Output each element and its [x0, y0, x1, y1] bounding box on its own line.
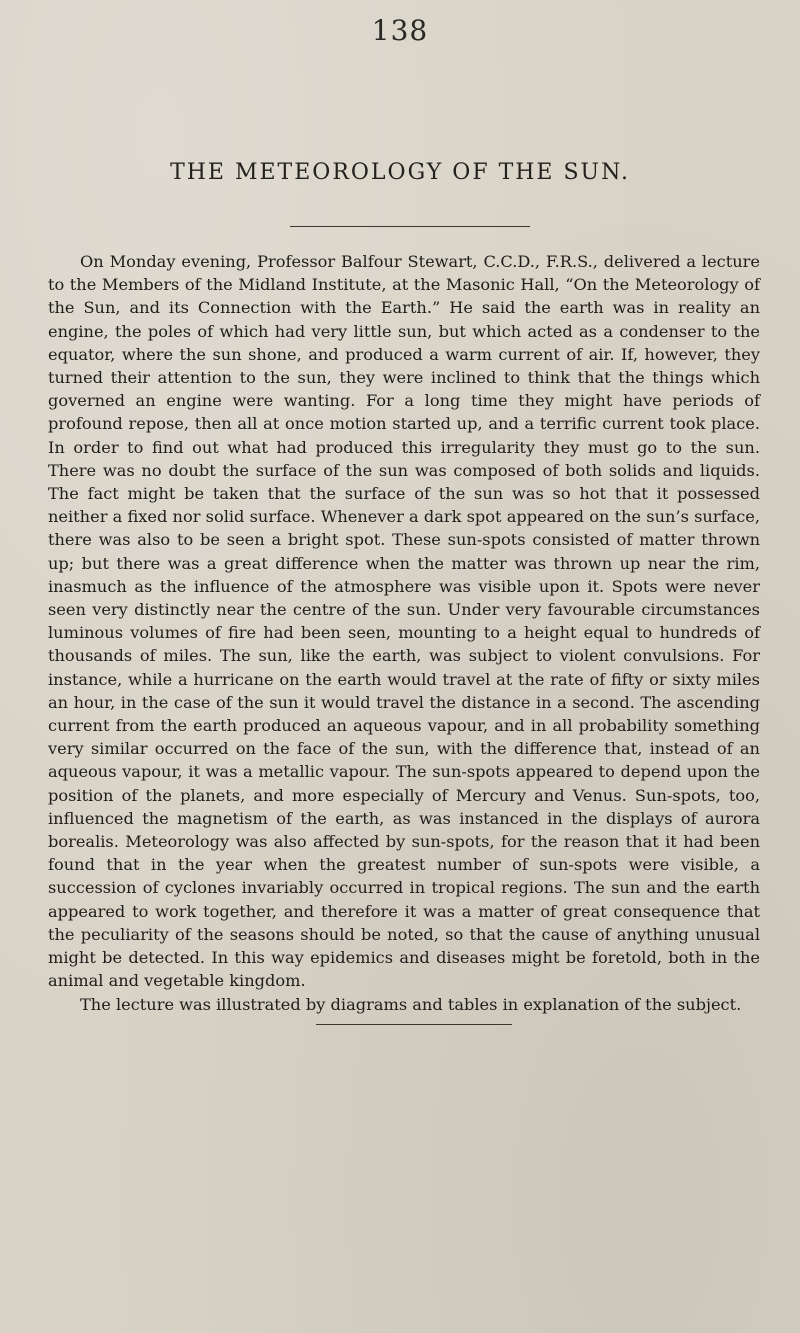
paragraph-1: On Monday evening, Professor Balfour Stewart, C.C.D., F.R.S., delivered a lecture to the Members of the Midland Institute, at the Masonic Hall, “On the Meteorology of the Sun, and its Connection with the Earth.” He said the earth was in reality an engine, the poles of which had very little sun, but which acted as a condenser to the equator, where the sun shone, and produced a warm current of air. If, however, they turned their attention to the sun, they were inclined to think that the things which governed an engine were wanting. For a long time they might have periods of profound repose, then all at once motion started up, and a terrific current took place. In order to find out what had produced this irregularity they must go to the sun. There was no doubt the surface of the sun was composed of both solids and liquids. The fact might be taken that the surface of the sun was so hot that it possessed neither a fixed nor solid surface. Whenever a dark spot appeared on the sun’s surface, there was also to be seen a bright spot. These sun-spots consisted of matter thrown up; but there was a great difference when the matter was thrown up near the rim, inasmuch as the influence of the atmosphere was visible upon it. Spots were never seen very distinctly near the centre of the sun. Under very favourable circumstances luminous volumes of fire had been seen, mounting to a height equal to hundreds of thousands of miles. The sun, like the earth, was subject to violent convulsions. For instance, while a hurricane on the earth would travel at the rate of fifty or sixty miles an hour, in the case of the sun it would travel the distance in a second. The ascending current from the earth produced an aqueous vapour, and in all probability something very similar occurred on the face of the sun, with the difference that, instead of an aqueous vapour, it was a metallic vapour. The sun-spots appeared to depend upon the position of the planets, and more especially of Mercury and Venus. Sun-spots, too, influenced the magnetism of the earth, as was instanced in the displays of aurora borealis. Meteorology was also affected by sun-spots, for the reason that it had been found that in the year when the greatest number of sun-spots were visible, a succession of cyclones invariably occurred in tropical regions. The sun and the earth appeared to work together, and therefore it was a matter of great consequence that the peculiarity of the seasons should be noted, so that the cause of anything unusual might be detected. In this way epidemics and diseases might be foretold, both in the animal and vegetable kingdom.	[48, 252, 760, 991]
end-divider	[316, 1024, 512, 1025]
paragraph-2: The lecture was illustrated by diagrams and tables in explanation of the subject.	[80, 994, 742, 1014]
article-title: THE METEOROLOGY OF THE SUN.	[170, 160, 630, 185]
title-divider	[290, 226, 530, 227]
page-number: 138	[371, 14, 429, 47]
article-body	[48, 250, 760, 1016]
